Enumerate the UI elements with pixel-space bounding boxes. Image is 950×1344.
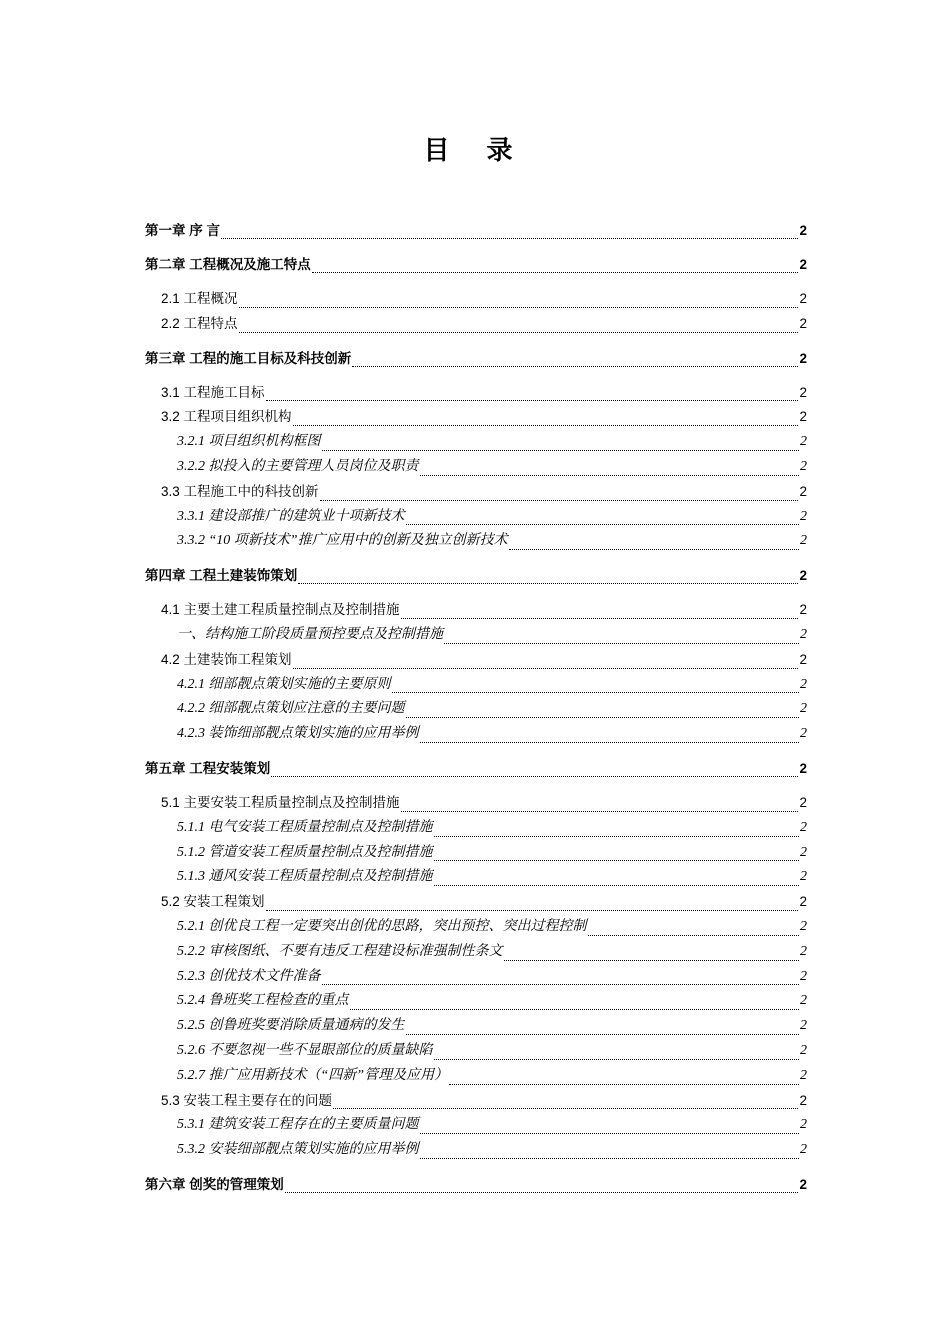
toc-subsection-entry[interactable] [145,505,807,530]
toc-dot-leader [434,1059,800,1060]
toc-entry-label: 5.1.3 通风安装工程质量控制点及控制措施 [177,869,433,885]
toc-chapter-entry[interactable] [145,347,807,371]
toc-entry-label: 3.3.1 建设部推广的建筑业十项新技术 [177,508,405,524]
toc-dot-leader [266,400,799,401]
toc-subsection-entry[interactable] [145,623,807,648]
toc-dot-leader [406,1034,800,1035]
toc-entry-label: 5.3 安装工程主要存在的问题 [161,1092,333,1108]
toc-subsection-entry[interactable] [145,1113,807,1138]
toc-chapter-entry[interactable] [145,219,807,243]
toc-dot-leader [322,450,800,451]
toc-dot-leader [401,618,799,619]
toc-subsection-entry[interactable] [145,965,807,990]
toc-dot-leader [352,366,798,367]
toc-page-number: 2 [799,651,807,667]
toc-dot-leader [285,1192,799,1193]
toc-dot-leader [322,984,800,985]
toc-entry-label: 2.2 工程特点 [161,315,238,331]
toc-entry-label: 3.3 工程施工中的科技创新 [161,483,319,499]
toc-entry-label: 5.1.2 管道安装工程质量控制点及控制措施 [177,844,433,860]
toc-dot-leader [392,692,800,693]
toc-page-number: 2 [799,760,807,776]
toc-entry-label: 3.2.2 拟投入的主要管理人员岗位及职责 [177,458,419,474]
toc-dot-leader [298,583,798,584]
toc-dot-leader [271,776,798,777]
toc-page-number: 2 [799,384,807,400]
toc-dot-leader [312,272,799,273]
toc-entry-label: 5.1 主要安装工程质量控制点及控制措施 [161,794,400,810]
toc-dot-leader [434,836,800,837]
toc-subsection-entry[interactable] [145,722,807,747]
toc-dot-leader [266,910,799,911]
toc-entry-label: 4.2.1 细部靓点策划实施的主要原则 [177,676,391,692]
toc-section-entry[interactable] [145,1089,807,1114]
toc-dot-leader [333,1108,798,1109]
toc-page-number: 2 [799,483,807,499]
toc-subsection-entry[interactable] [145,989,807,1014]
toc-subsection-entry[interactable] [145,1014,807,1039]
toc-dot-leader [444,643,799,644]
toc-page-number: 2 [799,1176,807,1192]
toc-section-entry[interactable] [145,791,807,816]
toc-page-number: 2 [799,602,807,618]
toc-page-number: 2 [800,701,807,717]
toc-entry-label: 5.2.6 不要忽视一些不显眼部位的质量缺陷 [177,1042,433,1058]
toc-dot-leader [420,742,800,743]
toc-subsection-entry[interactable] [145,865,807,890]
toc-dot-leader [293,668,799,669]
toc-chapter-entry[interactable] [145,1173,807,1197]
toc-subsection-entry[interactable] [145,1039,807,1064]
toc-page-number: 2 [799,223,807,238]
toc-subsection-entry[interactable] [145,915,807,940]
toc-page-number: 2 [800,869,807,885]
toc-page-number: 2 [799,568,807,584]
toc-dot-leader [401,811,799,812]
toc-dot-leader [293,425,799,426]
toc-page-number: 2 [800,844,807,860]
toc-page-number: 2 [799,350,807,366]
toc-entry-label: 4.2.3 装饰细部靓点策划实施的应用举例 [177,726,419,742]
toc-entry-label: 5.2.4 鲁班奖工程检查的重点 [177,993,349,1009]
toc-subsection-entry[interactable] [145,697,807,722]
toc-page-number: 2 [800,458,807,474]
toc-subsection-entry[interactable] [145,1064,807,1089]
toc-page-number: 2 [799,257,807,272]
toc-dot-leader [221,238,798,239]
toc-entry-label: 3.3.2 “10 项新技术”推广应用中的创新及独立创新技术 [177,533,508,549]
toc-dot-leader [320,500,799,501]
toc-section-entry[interactable] [145,405,807,430]
page-title: 目 录 [423,136,527,166]
toc-page-number: 2 [800,1117,807,1133]
toc-page-number: 2 [800,508,807,524]
toc-dot-leader [509,549,799,550]
toc-page-number: 2 [800,676,807,692]
toc-page-number: 2 [799,315,807,331]
toc-subsection-entry[interactable] [145,816,807,841]
toc-section-entry[interactable] [145,890,807,915]
toc-page-number: 2 [799,291,807,306]
toc-page-number: 2 [799,894,807,910]
toc-section-entry[interactable] [145,598,807,623]
toc-dot-leader [406,524,800,525]
toc-entry-label: 第三章 工程的施工目标及科技创新 [145,350,352,366]
toc-entry-label: 5.2.1 创优良工程一定要突出创优的思路，突出预控、突出过程控制 [177,918,587,934]
toc-page-number: 2 [799,1092,807,1108]
toc-page-number: 2 [800,726,807,742]
toc-dot-leader [504,960,800,961]
toc-page-number: 2 [799,794,807,810]
toc-subsection-entry[interactable] [145,529,807,554]
toc-entry-label: 5.2.5 创鲁班奖要消除质量通病的发生 [177,1018,405,1034]
toc-entry-label: 第六章 创奖的管理策划 [145,1176,284,1192]
toc-chapter-entry[interactable] [145,757,807,781]
toc-section-entry[interactable] [145,648,807,673]
toc-page-number: 2 [800,626,807,642]
toc-section-entry[interactable] [145,312,807,337]
toc-dot-leader [588,935,800,936]
toc-subsection-entry[interactable] [145,673,807,698]
toc-page-number: 2 [800,819,807,835]
toc-subsection-entry[interactable] [145,841,807,866]
toc-page-number: 2 [800,1067,807,1083]
toc-page-number: 2 [800,533,807,549]
toc-dot-leader [350,1009,800,1010]
toc-section-entry[interactable] [145,287,807,312]
toc-entry-label: 5.3.2 安装细部靓点策划实施的应用举例 [177,1142,419,1158]
toc-entry-label: 5.2.2 审核图纸、不要有违反工程建设标准强制性条文 [177,943,503,959]
toc-subsection-entry[interactable] [145,940,807,965]
toc-entry-label: 5.3.1 建筑安装工程存在的主要质量问题 [177,1117,419,1133]
toc-page-number: 2 [800,1142,807,1158]
toc-page-number: 2 [800,968,807,984]
toc-entry-label: 5.2.7 推广应用新技术（“四新”管理及应用） [177,1067,449,1083]
toc-entry-label: 5.2 安装工程策划 [161,894,265,910]
toc-entry-label: 第四章 工程土建装饰策划 [145,568,298,584]
toc-subsection-entry[interactable] [145,455,807,480]
toc-entry-label: 2.1 工程概况 [161,291,238,306]
toc-dot-leader [239,332,799,333]
toc-entry-label: 5.1.1 电气安装工程质量控制点及控制措施 [177,819,433,835]
toc-dot-leader [239,307,799,308]
toc-page-number: 2 [800,993,807,1009]
toc-entry-label: 4.2.2 细部靓点策划应注意的主要问题 [177,701,405,717]
toc-entry-label: 第一章 序 言 [145,223,221,238]
toc-page-number: 2 [800,943,807,959]
toc-entry-label: 3.2.1 项目组织机构框图 [177,434,321,450]
table-of-contents [145,219,807,1207]
toc-entry-label: 4.2 土建装饰工程策划 [161,651,292,667]
toc-section-entry[interactable] [145,381,807,406]
toc-dot-leader [420,475,800,476]
toc-page-number: 2 [800,918,807,934]
toc-dot-leader [406,717,800,718]
toc-entry-label: 3.1 工程施工目标 [161,384,265,400]
toc-entry-label: 第五章 工程安装策划 [145,760,271,776]
toc-entry-label: 3.2 工程项目组织机构 [161,409,292,425]
toc-page-number: 2 [800,1042,807,1058]
toc-entry-label: 第二章 工程概况及施工特点 [145,257,311,272]
toc-dot-leader [420,1158,800,1159]
toc-entry-label: 5.2.3 创优技术文件准备 [177,968,321,984]
toc-subsection-entry[interactable] [145,430,807,455]
toc-chapter-entry[interactable] [145,253,807,277]
toc-dot-leader [420,1133,800,1134]
toc-entry-label: 一、结构施工阶段质量预控要点及控制措施 [177,626,443,642]
toc-dot-leader [434,860,800,861]
toc-page-number: 2 [799,409,807,425]
toc-page-number: 2 [800,1018,807,1034]
toc-dot-leader [449,1084,799,1085]
toc-page-number: 2 [800,434,807,450]
toc-chapter-entry[interactable] [145,564,807,588]
toc-entry-label: 4.1 主要土建工程质量控制点及控制措施 [161,602,400,618]
toc-dot-leader [434,885,800,886]
toc-subsection-entry[interactable] [145,1138,807,1163]
toc-section-entry[interactable] [145,480,807,505]
